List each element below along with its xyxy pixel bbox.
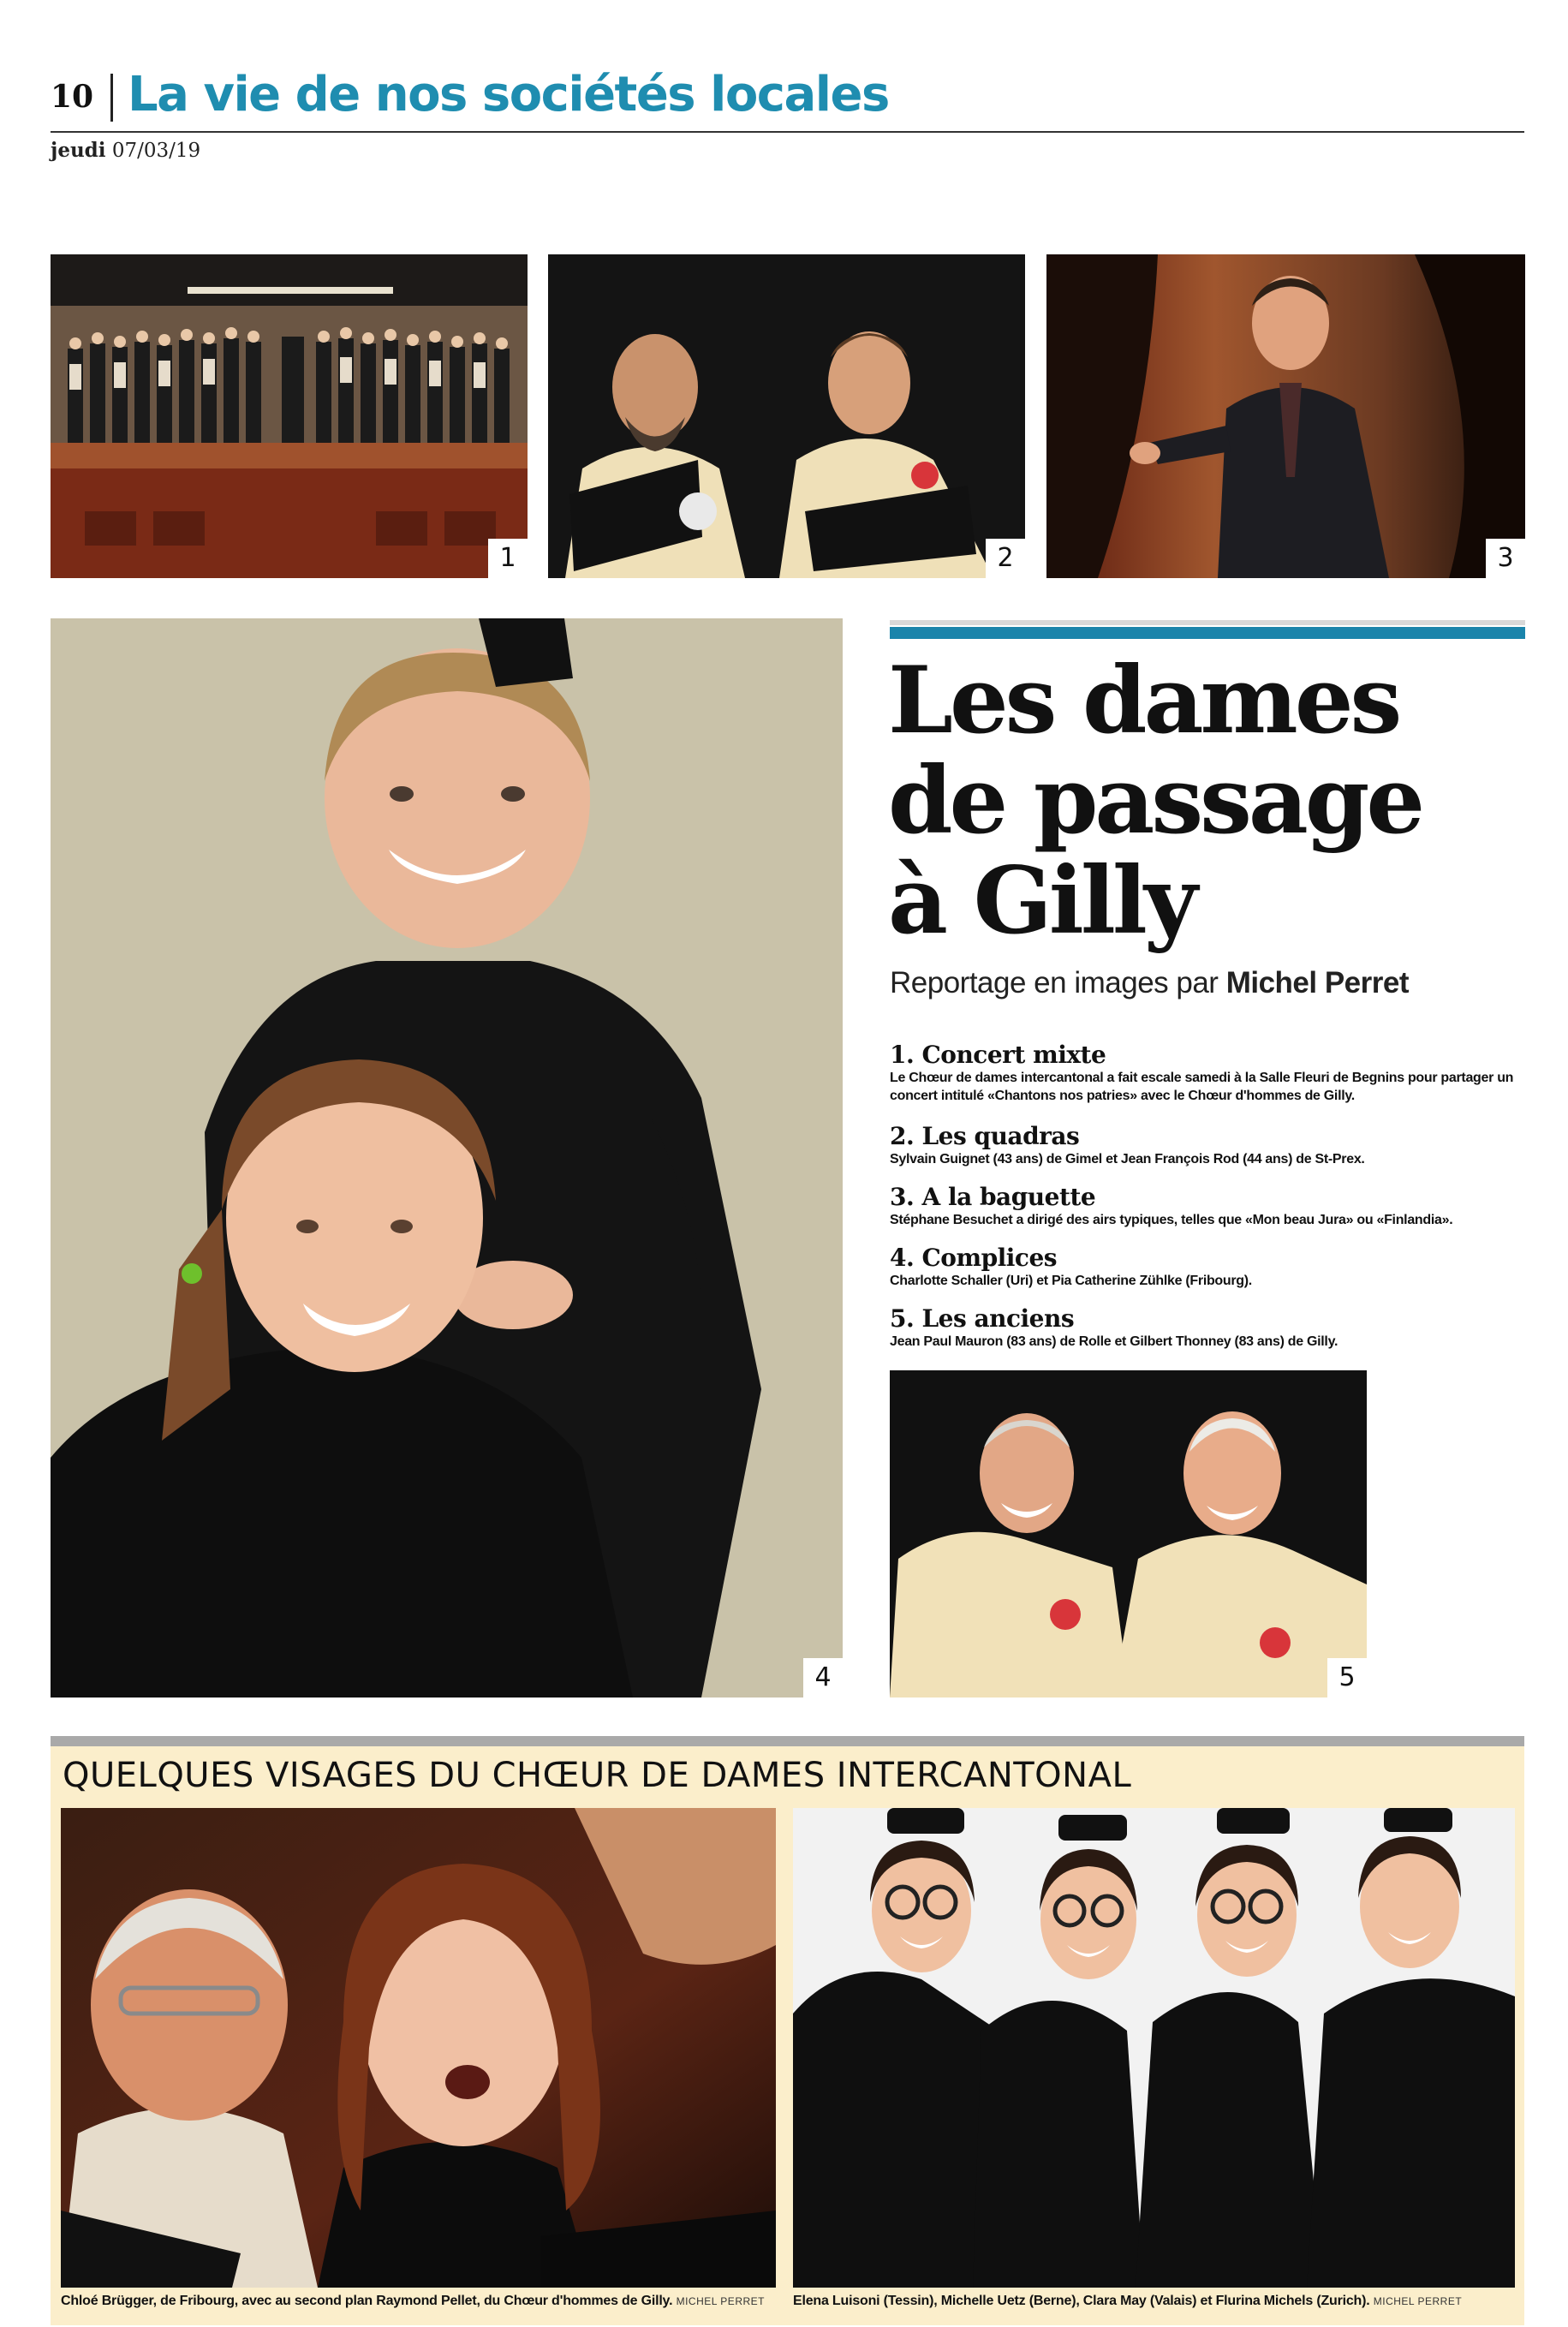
caption-1-title: 1. Concert mixte [890, 1041, 1106, 1069]
caption-3-title: 3. A la baguette [890, 1183, 1096, 1211]
section-title: La vie de nos sociétés locales [128, 67, 889, 122]
box-credit-right: MICHEL PERRET [1373, 2295, 1463, 2307]
date-value: 07/03/19 [111, 140, 201, 162]
photo-5-image [890, 1370, 1367, 1698]
box-photo-right [793, 1808, 1515, 2288]
caption-1-text: Le Chœur de dames intercantonal a fait escale samedi à la Salle Fleuri de Begnins pour partager un concert intitulé «Chantons nos patries» avec le Chœur d'hommes de Gilly. [890, 1071, 1514, 1103]
header-separator [110, 74, 113, 122]
photo-2-image [548, 254, 1025, 578]
byline-author: Michel Perret [1225, 966, 1409, 999]
photo-number-5: 5 [1327, 1658, 1367, 1698]
caption-2-title: 2. Les quadras [890, 1122, 1080, 1150]
caption-4 [890, 1244, 1523, 1290]
caption-2 [890, 1123, 1523, 1168]
box-title: QUELQUES VISAGES DU CHŒUR DE DAMES INTERCANTONAL [63, 1756, 1132, 1795]
caption-1 [890, 1041, 1523, 1105]
photo-3-conductor [1046, 254, 1525, 578]
photo-1-choir [51, 254, 528, 578]
photo-4-complices [51, 618, 843, 1698]
box-caption-right-text: Elena Luisoni (Tessin), Michelle Uetz (Berne), Clara May (Valais) et Flurina Michels (Zurich). [793, 2294, 1370, 2308]
page-number: 10 [51, 79, 94, 115]
photo-3-image [1046, 254, 1525, 578]
box-caption-left-text: Chloé Brügger, de Fribourg, avec au second plan Raymond Pellet, du Chœur d'hommes de Gilly. [61, 2294, 673, 2308]
headline-line-1: Les dames [888, 647, 1399, 755]
photo-number-3: 3 [1486, 539, 1525, 578]
photo-number-4: 4 [803, 1658, 843, 1698]
article-top-bar-blue [890, 627, 1525, 639]
box-caption-right [793, 2294, 1462, 2309]
photo-5-anciens [890, 1370, 1367, 1698]
caption-5-text: Jean Paul Mauron (83 ans) de Rolle et Gilbert Thonney (83 ans) de Gilly. [890, 1334, 1338, 1349]
photo-number-2: 2 [986, 539, 1025, 578]
caption-4-text: Charlotte Schaller (Uri) et Pia Catherine Zühlke (Fribourg). [890, 1274, 1252, 1288]
photo-4-image [51, 618, 843, 1698]
caption-3 [890, 1184, 1523, 1229]
caption-4-title: 4. Complices [890, 1244, 1058, 1272]
caption-3-text: Stéphane Besuchet a dirigé des airs typiques, telles que «Mon beau Jura» ou «Finlandia». [890, 1213, 1453, 1227]
caption-5 [890, 1305, 1523, 1351]
article-top-bar-grey [890, 620, 1525, 625]
box-top-bar [51, 1736, 1524, 1746]
article-byline [890, 966, 1409, 1000]
photo-1-image [51, 254, 528, 578]
date-day: jeudi [51, 139, 106, 162]
byline-prefix: Reportage en images par [890, 966, 1226, 999]
headline-line-2: de passage [888, 747, 1422, 855]
caption-5-title: 5. Les anciens [890, 1304, 1075, 1333]
caption-2-text: Sylvain Guignet (43 ans) de Gimel et Jean François Rod (44 ans) de St-Prex. [890, 1152, 1365, 1166]
box-caption-left [61, 2294, 765, 2309]
header-rule [51, 131, 1524, 133]
box-credit-left: MICHEL PERRET [676, 2295, 765, 2307]
box-photo-left-image [61, 1808, 776, 2288]
headline-line-3: à Gilly [888, 847, 1195, 955]
photo-number-1: 1 [488, 539, 528, 578]
photo-2-singers [548, 254, 1025, 578]
box-photo-right-image [793, 1808, 1515, 2288]
article-headline [888, 647, 1523, 955]
box-photo-left [61, 1808, 776, 2288]
date-line [51, 139, 200, 162]
